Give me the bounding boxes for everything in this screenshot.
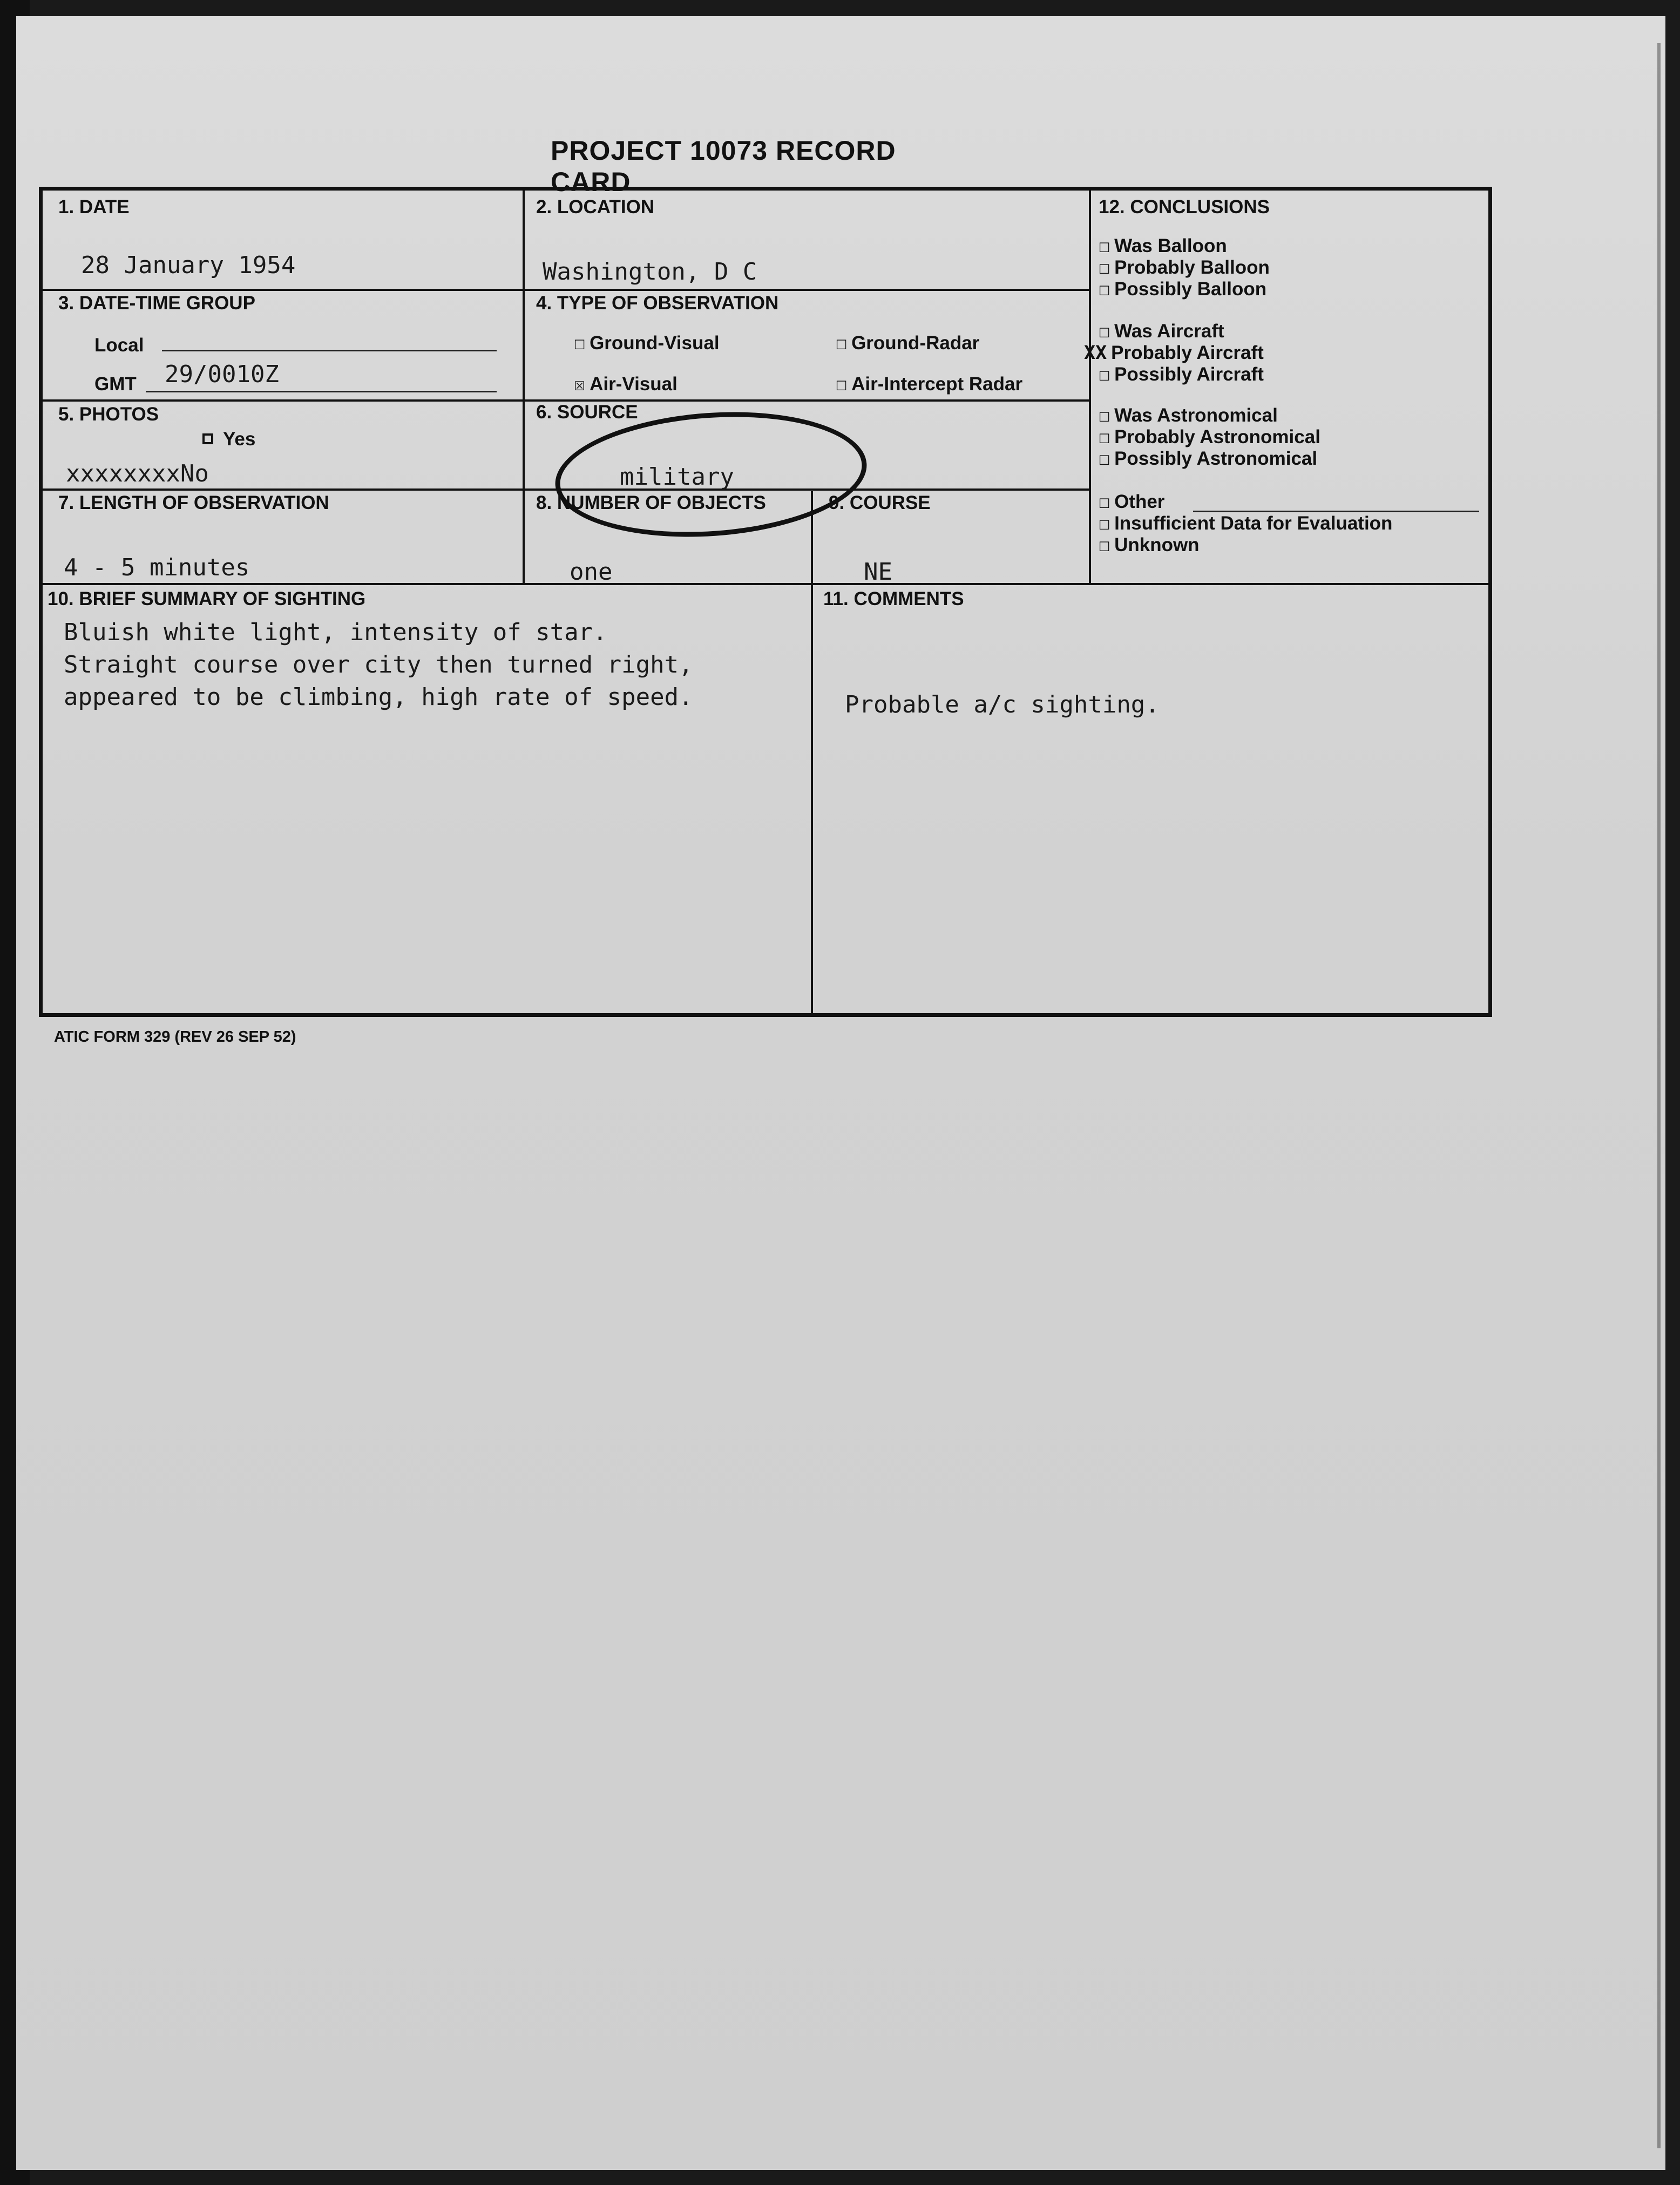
checkbox-icon: ☐ bbox=[1099, 426, 1110, 448]
date-value: 28 January 1954 bbox=[81, 252, 296, 279]
conclusions-label: 12. CONCLUSIONS bbox=[1099, 196, 1270, 218]
date-label: 1. DATE bbox=[58, 196, 130, 218]
checkbox-icon: ☐ bbox=[1099, 364, 1110, 385]
photos-yes-option: Yes bbox=[202, 429, 255, 450]
location-value: Washington, D C bbox=[543, 258, 757, 286]
course-label: 9. COURSE bbox=[829, 492, 931, 513]
card-title: PROJECT 10073 RECORD CARD bbox=[551, 135, 896, 197]
dtg-gmt-value: 29/0010Z bbox=[165, 361, 279, 388]
grid-vline-left-middle bbox=[523, 187, 525, 583]
dtg-local-label: Local bbox=[94, 335, 144, 356]
conclusion-possibly-aircraft: ☐ Possibly Aircraft bbox=[1099, 364, 1264, 385]
observation-air-intercept-radar: ☐ Air-Intercept Radar bbox=[836, 374, 1023, 395]
length-value: 4 - 5 minutes bbox=[64, 554, 250, 581]
summary-line: appeared to be climbing, high rate of speed. bbox=[64, 683, 693, 711]
summary-text bbox=[64, 616, 693, 714]
checkbox-icon: ☐ bbox=[1099, 405, 1110, 426]
grid-vline-summary bbox=[811, 491, 813, 1017]
grid-hline-row4 bbox=[39, 583, 1492, 585]
conclusion-was-aircraft: ☐ Was Aircraft bbox=[1099, 321, 1224, 342]
summary-label: 10. BRIEF SUMMARY OF SIGHTING bbox=[48, 588, 366, 609]
conclusion-was-balloon: ☐ Was Balloon bbox=[1099, 235, 1227, 257]
conclusion-unknown: ☐ Unknown bbox=[1099, 534, 1200, 556]
checkbox-icon: ☐ bbox=[1099, 279, 1110, 300]
checkbox-icon: ☐ bbox=[1099, 513, 1110, 534]
checkbox-icon: ☐ bbox=[1099, 321, 1110, 342]
comments-label: 11. COMMENTS bbox=[823, 588, 964, 609]
conclusion-insufficient-data: ☐ Insufficient Data for Evaluation bbox=[1099, 513, 1393, 534]
checked-checkbox-icon: ☒ bbox=[574, 374, 586, 395]
observation-ground-radar: ☐ Ground-Radar bbox=[836, 332, 980, 354]
checkbox-icon: ☐ bbox=[574, 332, 586, 354]
observation-air-visual: ☒ Air-Visual bbox=[574, 374, 678, 395]
dtg-label: 3. DATE-TIME GROUP bbox=[58, 293, 255, 314]
checkbox-icon: ☐ bbox=[1099, 257, 1110, 279]
observation-ground-visual: ☐ Ground-Visual bbox=[574, 332, 720, 354]
length-label: 7. LENGTH OF OBSERVATION bbox=[58, 492, 329, 513]
checkbox-icon bbox=[202, 433, 213, 444]
conclusion-possibly-balloon: ☐ Possibly Balloon bbox=[1099, 279, 1267, 300]
num-objects-label: 8. NUMBER OF OBJECTS bbox=[536, 492, 766, 513]
conclusion-probably-aircraft: XX Probably Aircraft bbox=[1084, 342, 1264, 364]
conclusion-possibly-astronomical: ☐ Possibly Astronomical bbox=[1099, 448, 1318, 470]
photos-label: 5. PHOTOS bbox=[58, 404, 159, 425]
scan-right-edge bbox=[1657, 43, 1661, 2148]
observation-type-label: 4. TYPE OF OBSERVATION bbox=[536, 293, 779, 314]
conclusion-probably-balloon: ☐ Probably Balloon bbox=[1099, 257, 1270, 279]
source-value: military bbox=[620, 463, 734, 491]
conclusion-other-underline bbox=[1193, 511, 1479, 512]
checkbox-icon: ☐ bbox=[836, 374, 848, 395]
dtg-gmt-label: GMT bbox=[94, 374, 137, 395]
grid-vline-right bbox=[1089, 187, 1091, 583]
summary-line: Straight course over city then turned right, bbox=[64, 651, 693, 678]
checkbox-icon: ☐ bbox=[836, 332, 848, 354]
photos-value: xxxxxxxxNo bbox=[66, 460, 209, 487]
checkbox-icon: ☐ bbox=[1099, 235, 1110, 257]
form-number-footer: ATIC FORM 329 (REV 26 SEP 52) bbox=[54, 1028, 296, 1046]
course-value: NE bbox=[864, 558, 892, 586]
xx-mark-icon: XX bbox=[1084, 342, 1107, 364]
conclusion-was-astronomical: ☐ Was Astronomical bbox=[1099, 405, 1278, 426]
dtg-gmt-underline bbox=[146, 391, 497, 392]
summary-line: Bluish white light, intensity of star. bbox=[64, 619, 607, 646]
conclusion-probably-astronomical: ☐ Probably Astronomical bbox=[1099, 426, 1320, 448]
checkbox-icon: ☐ bbox=[1099, 534, 1110, 556]
conclusion-other: ☐ Other bbox=[1099, 491, 1165, 513]
source-label: 6. SOURCE bbox=[536, 402, 638, 423]
checkbox-icon: ☐ bbox=[1099, 448, 1110, 470]
dtg-local-underline bbox=[162, 350, 497, 351]
comments-value: Probable a/c sighting. bbox=[845, 691, 1160, 718]
checkbox-icon: ☐ bbox=[1099, 491, 1110, 513]
grid-hline-row1 bbox=[39, 289, 1090, 291]
num-objects-value: one bbox=[570, 558, 613, 586]
location-label: 2. LOCATION bbox=[536, 196, 655, 218]
